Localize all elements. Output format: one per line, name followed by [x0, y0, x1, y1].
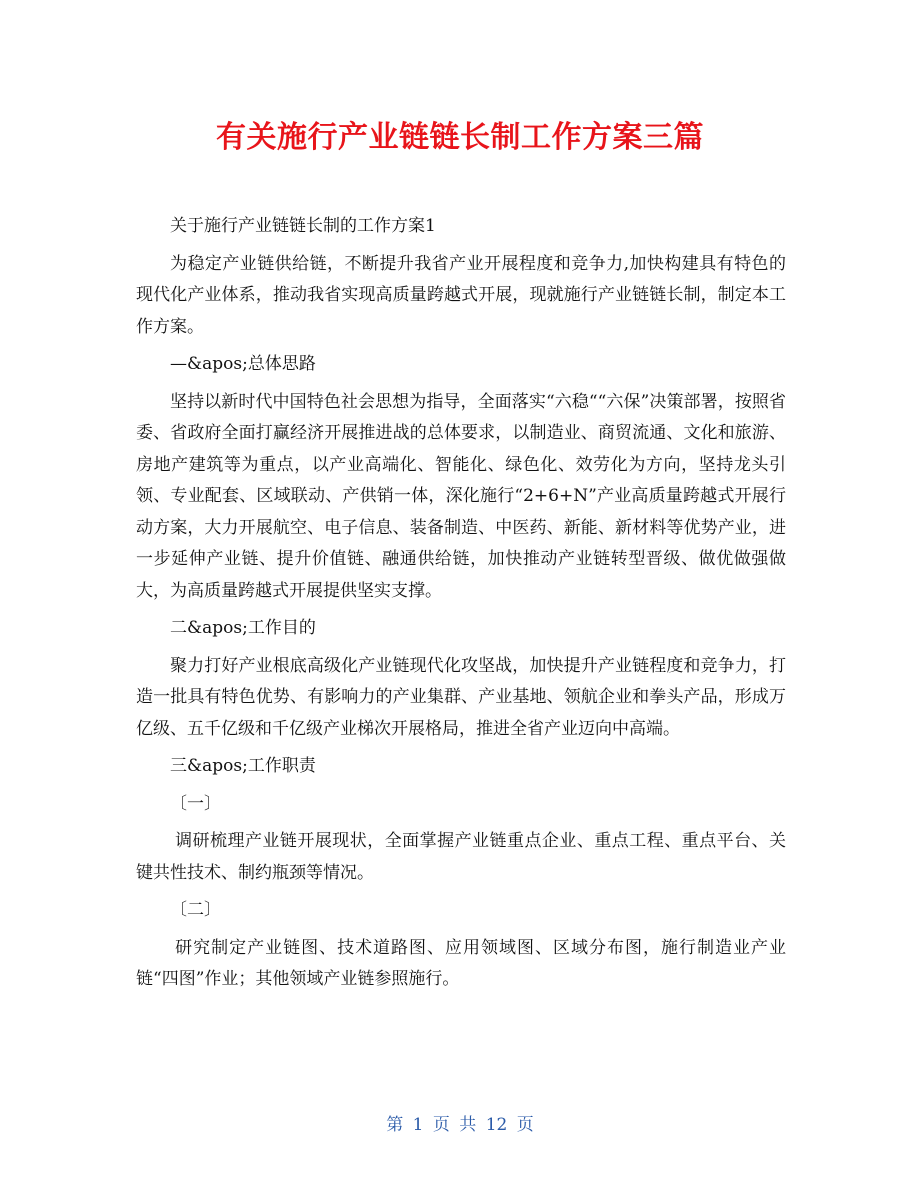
list-marker-two: 〔二〕	[170, 900, 221, 920]
body-paragraph-overall-thinking: 坚持以新时代中国特色社会思想为指导，全面落实“六稳““六保”决策部署，按照省委、省政府全面打赢经济开展推进战的总体要求，以制造业、商贸流通、文化和旅游、房地产建筑等为重点，以产业高端化、智能化、绿色化、效劳化为方向，坚持龙头引领、专业配套、区域联动、产供销一体，深化施行“2+6+N”产业高质量跨越式开展行动方案，大力开展航空、电子信息、装备制造、中医药、新能、新材料等优势产业，进一步延伸产业链、提升价值链、融通供给链，加快推动产业链转型晋级、做优做强做大，为高质量跨越式开展提供坚实支撑。	[136, 391, 786, 601]
list-marker-one: 〔一〕	[170, 793, 221, 814]
section-heading-work-goal: 二&apos;工作目的	[170, 618, 316, 638]
body-paragraph-duty-one: 调研梳理产业链开展现状，全面掌握产业链重点企业、重点工程、重点平台、关键共性技术、制约瓶颈等情况。	[136, 831, 786, 883]
page-footer: 第 1 页 共 12 页	[386, 1115, 534, 1135]
body-paragraph-work-goal: 聚力打好产业根底高级化产业链现代化攻坚战，加快提升产业链程度和竞争力，打造一批具有特色优势、有影响力的产业集群、产业基地、领航企业和拳头产品，形成万亿级、五千亿级和千亿级产业梯次开展格局，推进全省产业迈向中高端。	[136, 655, 786, 739]
body-paragraph-duty-two: 研究制定产业链图、技术道路图、应用领域图、区域分布图，施行制造业产业链“四图”作业；其他领域产业链参照施行。	[136, 937, 786, 989]
document-body	[136, 211, 786, 1002]
section-heading-work-duties: 三&apos;工作职责	[170, 756, 316, 776]
section-heading-plan: 关于施行产业链链长制的工作方案1	[170, 216, 436, 236]
body-paragraph-intro: 为稳定产业链供给链，不断提升我省产业开展程度和竞争力,加快构建具有特色的现代化产业体系，推动我省实现高质量跨越式开展，现就施行产业链链长制，制定本工作方案。	[136, 253, 786, 337]
section-heading-overall-thinking: —&apos;总体思路	[170, 354, 316, 374]
document-title: 有关施行产业链链长制工作方案三篇	[216, 120, 704, 155]
